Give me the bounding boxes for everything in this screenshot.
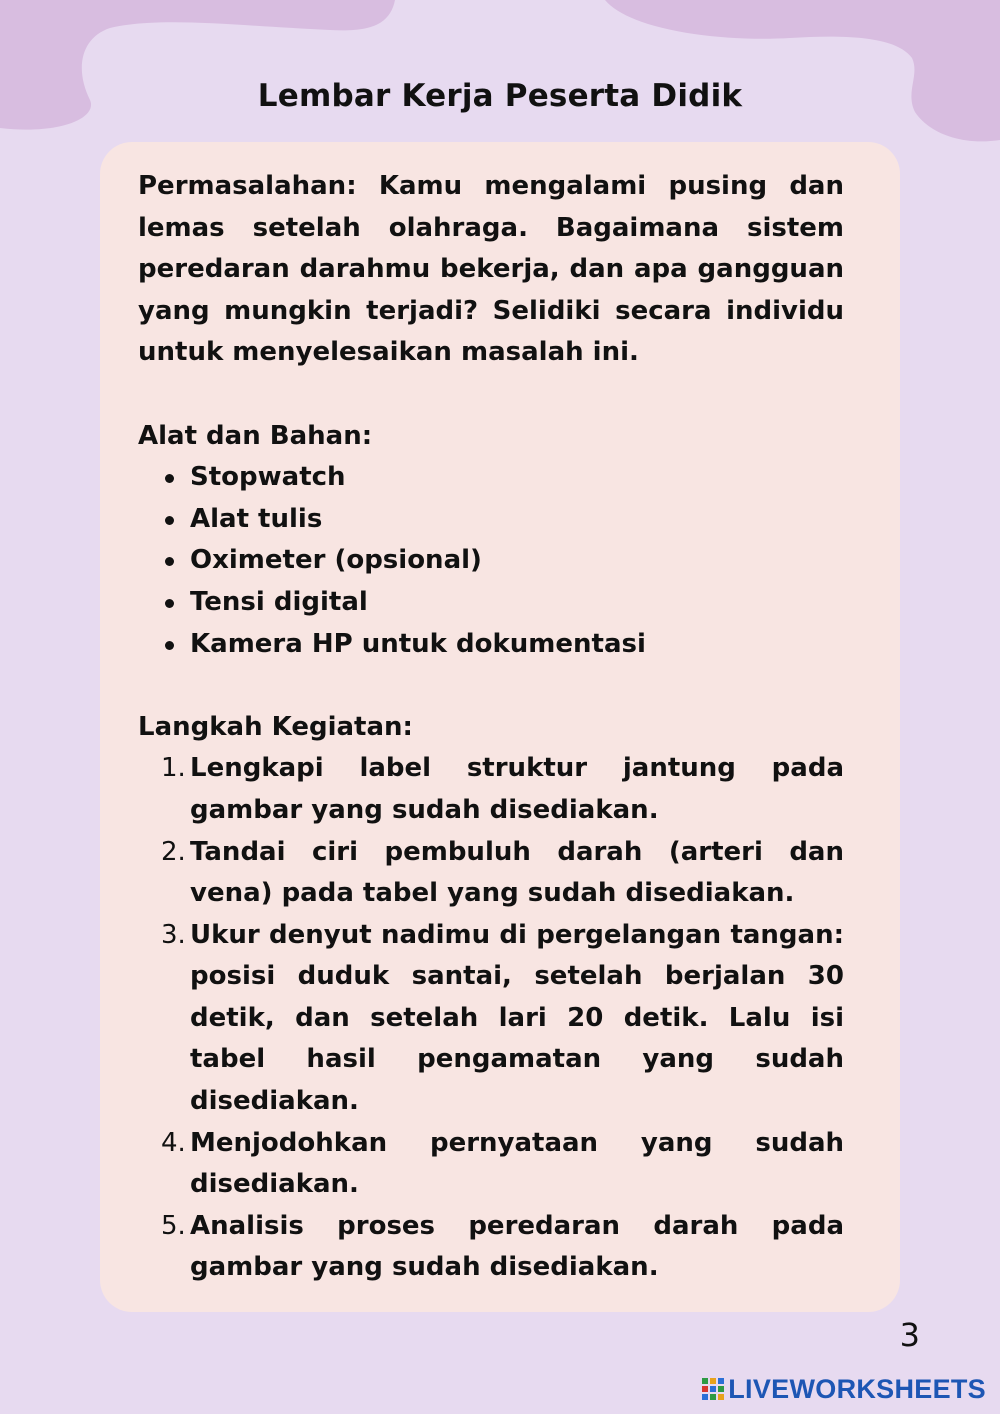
bullet-icon (165, 557, 174, 566)
bullet-icon (165, 474, 174, 483)
tool-label: Alat tulis (190, 503, 323, 534)
worksheet-content (138, 166, 844, 1289)
step-text: Lengkapi label struktur jantung pada gambar yang sudah disediakan. (190, 753, 844, 825)
page-number: 3 (899, 1316, 920, 1354)
tool-label: Tensi digital (190, 586, 368, 617)
step-number: 4. (161, 1127, 186, 1158)
step-text: Ukur denyut nadimu di pergelangan tangan: posisi duduk santai, setelah berjalan 30 detik, dan setelah lari 20 detik. Lalu isi tabel hasil pengamatan yang sudah disediakan. (190, 919, 844, 1117)
step-number: 2. (161, 836, 186, 867)
tools-heading: Alat dan Bahan: (138, 420, 373, 451)
steps-list (138, 748, 844, 1289)
bullet-icon (165, 641, 174, 650)
page-title: Lembar Kerja Peserta Didik (257, 78, 743, 114)
problem-statement: Permasalahan: Kamu mengalami pusing dan lemas setelah olahraga. Bagaimana sistem peredaran darahmu bekerja, dan apa gangguan yang mungkin terjadi? Selidiki secara individu untuk menyelesaikan masalah ini. (138, 171, 844, 368)
tool-item (138, 499, 844, 541)
tools-list (138, 457, 844, 665)
step-text: Analisis proses peredaran darah pada gambar yang sudah disediakan. (190, 1210, 844, 1283)
tool-label: Oximeter (opsional) (190, 545, 482, 576)
step-number: 3. (161, 919, 186, 950)
tool-item (138, 582, 844, 624)
step-item (138, 748, 844, 831)
bullet-icon (165, 599, 174, 608)
tool-label: Kamera HP untuk dokumentasi (190, 628, 646, 659)
tool-item (138, 624, 844, 666)
step-text: Menjodohkan pernyataan yang sudah disediakan. (190, 1127, 844, 1200)
step-text: Tandai ciri pembuluh darah (arteri dan vena) pada tabel yang sudah disediakan. (190, 836, 844, 909)
step-item (138, 1123, 844, 1206)
steps-heading: Langkah Kegiatan: (138, 711, 413, 742)
step-item (138, 832, 844, 915)
step-number: 5. (161, 1210, 186, 1241)
brand-name: LIVEWORKSHEETS (728, 1373, 986, 1404)
top-right-blob (605, 0, 1000, 141)
liveworksheets-logo-icon (702, 1378, 724, 1400)
step-number: 1. (161, 753, 186, 784)
step-item (138, 1206, 844, 1289)
tool-label: Stopwatch (190, 462, 346, 493)
tool-item (138, 540, 844, 582)
liveworksheets-brand[interactable] (702, 1372, 986, 1406)
bullet-icon (165, 516, 174, 525)
step-item (138, 915, 844, 1123)
tool-item (138, 457, 844, 499)
